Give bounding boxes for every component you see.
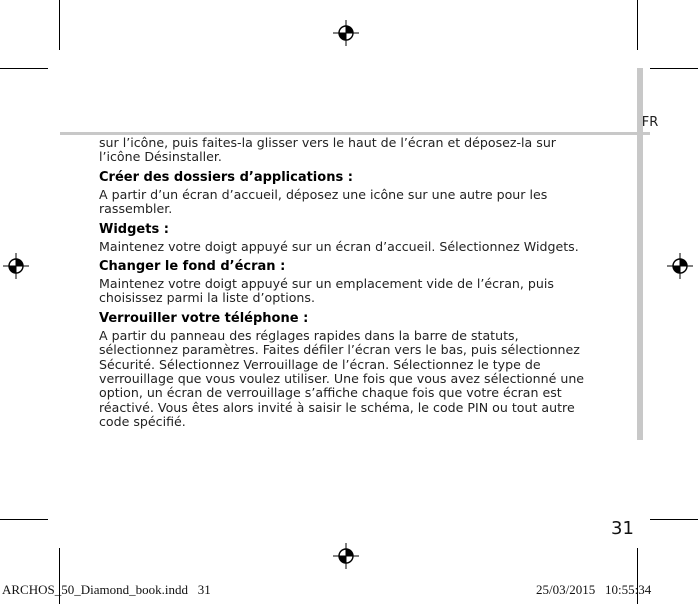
registration-mark-icon: [2, 252, 30, 280]
crop-mark-bottom-left-horizontal: [0, 519, 48, 520]
section-heading-folders: Créer des dossiers d’applications :: [99, 169, 353, 185]
section-heading-wallpaper: Changer le fond d’écran :: [99, 259, 286, 275]
section-heading-widgets: Widgets :: [99, 221, 169, 237]
section-text-lock: A partir du panneau des réglages rapides dans la barre de statuts, sélectionnez paramètres. Faites défiler l’écran vers le bas, puis sélectionnez Sécurité. Sélectionnez Verrouillage de l’écran. Sélectionnez le type de verrouillage que vous voulez utiliser. Une fois que vous avez sélectionné une option, un écran de verrouillage s’affiche chaque fois que votre écran est réactivé. Vous êtes alors invité à saisir le schéma, le code PIN ou tout autre code spécifié.: [99, 327, 585, 430]
section-text-folders: A partir d’un écran d’accueil, déposez une icône sur une autre pour les rassembler.: [99, 186, 548, 217]
crop-mark-top-left-vertical: [59, 0, 60, 50]
crop-mark-top-left-horizontal: [0, 68, 48, 69]
crop-mark-bottom-right-horizontal: [650, 519, 698, 520]
registration-mark-icon: [666, 252, 694, 280]
slug-datetime: 25/03/2015 10:55:34: [536, 582, 652, 597]
registration-mark-icon: [332, 19, 360, 47]
section-text-wallpaper: Maintenez votre doigt appuyé sur un emplacement vide de l’écran, puis choisissez parmi la liste d’options.: [99, 276, 554, 306]
page-number: 31: [611, 518, 634, 539]
section-heading-lock: Verrouiller votre téléphone :: [99, 310, 309, 326]
section-text-widgets: Maintenez votre doigt appuyé sur un écran d’accueil. Sélectionnez Widgets.: [99, 238, 579, 254]
registration-mark-icon: [332, 542, 360, 570]
language-tab: FR: [641, 115, 659, 130]
intro-paragraph: sur l’icône, puis faites-la glisser vers le haut de l’écran et déposez-la sur l’icône Désinstaller.: [99, 135, 556, 165]
crop-mark-top-right-horizontal: [650, 68, 698, 69]
slug-file-name: ARCHOS_50_Diamond_book.indd 31: [2, 582, 211, 597]
page-content: [99, 136, 597, 430]
crop-mark-top-right-vertical: [637, 0, 638, 50]
